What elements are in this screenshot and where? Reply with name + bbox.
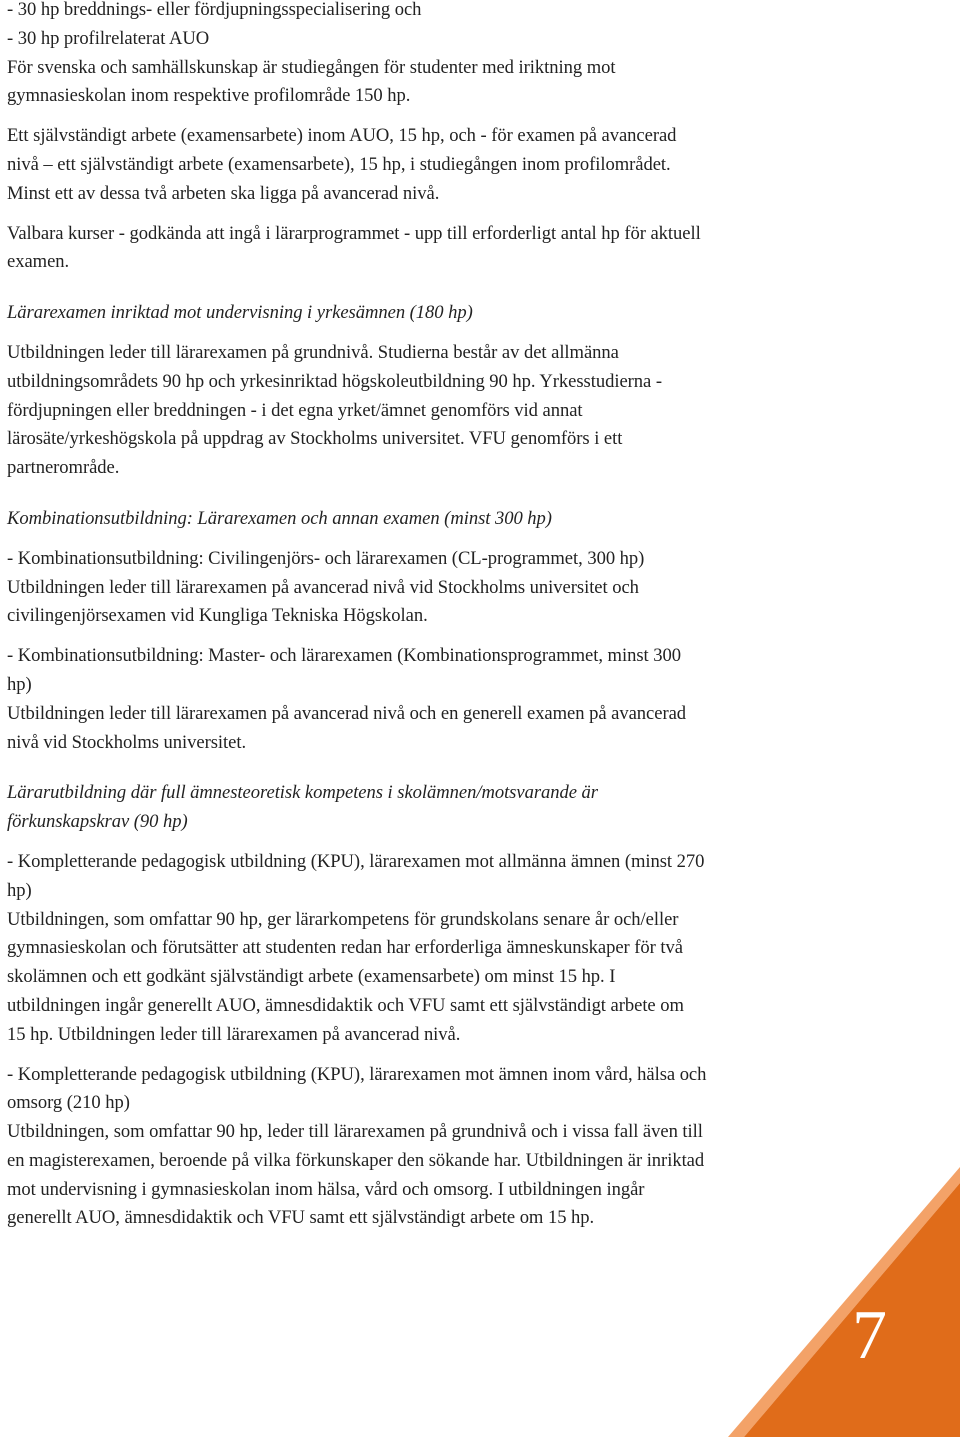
text-line: - 30 hp breddnings- eller fördjupningsspecialisering och [7, 0, 422, 20]
text-line: Minst ett av dessa två arbeten ska ligga på avancerad nivå. [7, 182, 440, 204]
heading-line: förkunskapskrav (90 hp) [7, 811, 188, 833]
paragraph-kombinationsprogrammet [7, 642, 822, 757]
text-line: nivå vid Stockholms universitet. [7, 731, 247, 753]
paragraph-valbara-kurser [7, 220, 822, 278]
page-number: 7 [852, 1297, 887, 1374]
text-line: hp) [7, 879, 32, 901]
text-line: civilingenjörsexamen vid Kungliga Tekniska Högskolan. [7, 605, 428, 627]
text-line: Utbildningen, som omfattar 90 hp, leder till lärarexamen på grundnivå och i vissa fall även till [7, 1121, 703, 1143]
text-line: en magisterexamen, beroende på vilka förkunskaper den sökande har. Utbildningen är inriktad [7, 1149, 705, 1171]
text-line: utbildningsområdets 90 hp och yrkesinriktad högskoleutbildning 90 hp. Yrkesstudierna - [7, 370, 662, 392]
text-line: examen. [7, 251, 70, 273]
text-line: hp) [7, 673, 32, 695]
text-line: Valbara kurser - godkända att ingå i lärarprogrammet - upp till erforderligt antal hp för aktuell [7, 222, 701, 244]
text-line: 15 hp. Utbildningen leder till lärarexamen på avancerad nivå. [7, 1023, 461, 1045]
text-line: - 30 hp profilrelaterat AUO [7, 27, 210, 49]
paragraph-yrkesamnen [7, 339, 822, 483]
text-line: - Kompletterande pedagogisk utbildning (KPU), lärarexamen mot allmänna ämnen (minst 270 [7, 850, 705, 872]
text-line: - Kombinationsutbildning: Civilingenjörs- och lärarexamen (CL-programmet, 300 hp) [7, 547, 645, 569]
text-line: gymnasieskolan och förutsätter att studenten redan har erforderliga ämneskunskaper för två [7, 937, 683, 959]
paragraph-cl-programmet [7, 545, 822, 631]
text-line: mot undervisning i gymnasieskolan inom hälsa, vård och omsorg. I utbildningen ingår [7, 1178, 645, 1200]
paragraph-examensarbete [7, 122, 822, 208]
heading-line: Lärarutbildning där full ämnesteoretisk kompetens i skolämnen/motsvarande är [7, 782, 598, 804]
text-line: För svenska och samhällskunskap är studiegången för studenter med iriktning mot [7, 56, 616, 78]
text-line: skolämnen och ett godkänt självständigt arbete (examensarbete) om minst 15 hp. I [7, 966, 616, 988]
heading-line: Lärarexamen inriktad mot undervisning i yrkesämnen (180 hp) [7, 302, 473, 324]
text-line: gymnasieskolan inom respektive profilområde 150 hp. [7, 85, 411, 107]
text-line: Utbildningen leder till lärarexamen på avancerad nivå och en generell examen på avancerad [7, 702, 687, 724]
paragraph-kpu-allmanna-amnen [7, 848, 822, 1050]
heading-line: Kombinationsutbildning: Lärarexamen och annan examen (minst 300 hp) [7, 507, 552, 529]
paragraph-kpu-vard-halsa-omsorg [7, 1061, 822, 1234]
heading-larutbildning-full-kompetens [7, 779, 822, 837]
text-line: omsorg (210 hp) [7, 1092, 130, 1114]
text-line: Utbildningen leder till lärarexamen på avancerad nivå vid Stockholms universitet och [7, 576, 639, 598]
text-line: partnerområde. [7, 457, 120, 479]
text-line: utbildningen ingår generellt AUO, ämnesdidaktik och VFU samt ett självständigt arbete om [7, 994, 684, 1016]
text-line: - Kompletterande pedagogisk utbildning (KPU), lärarexamen mot ämnen inom vård, hälsa och [7, 1063, 707, 1085]
text-line: nivå – ett självständigt arbete (examensarbete), 15 hp, i studiegången inom profilområdet. [7, 153, 671, 175]
text-line: fördjupningen eller breddningen - i det egna yrket/ämnet genomförs vid annat [7, 399, 583, 421]
paragraph-specialisering [7, 0, 822, 111]
text-line: generellt AUO, ämnesdidaktik och VFU samt ett självständigt arbete om 15 hp. [7, 1207, 595, 1229]
text-line: lärosäte/yrkeshögskola på uppdrag av Stockholms universitet. VFU genomförs i ett [7, 428, 623, 450]
document-body [7, 0, 822, 1233]
heading-kombinationsutbildning [7, 505, 822, 534]
text-line: Utbildningen leder till lärarexamen på grundnivå. Studierna består av det allmänna [7, 341, 619, 363]
text-line: - Kombinationsutbildning: Master- och lärarexamen (Kombinationsprogrammet, minst 300 [7, 645, 681, 667]
text-line: Ett självständigt arbete (examensarbete) inom AUO, 15 hp, och - för examen på avancerad [7, 125, 677, 147]
heading-yrkesamnen [7, 299, 822, 328]
text-line: Utbildningen, som omfattar 90 hp, ger lärarkompetens för grundskolans senare år och/eller [7, 908, 679, 930]
